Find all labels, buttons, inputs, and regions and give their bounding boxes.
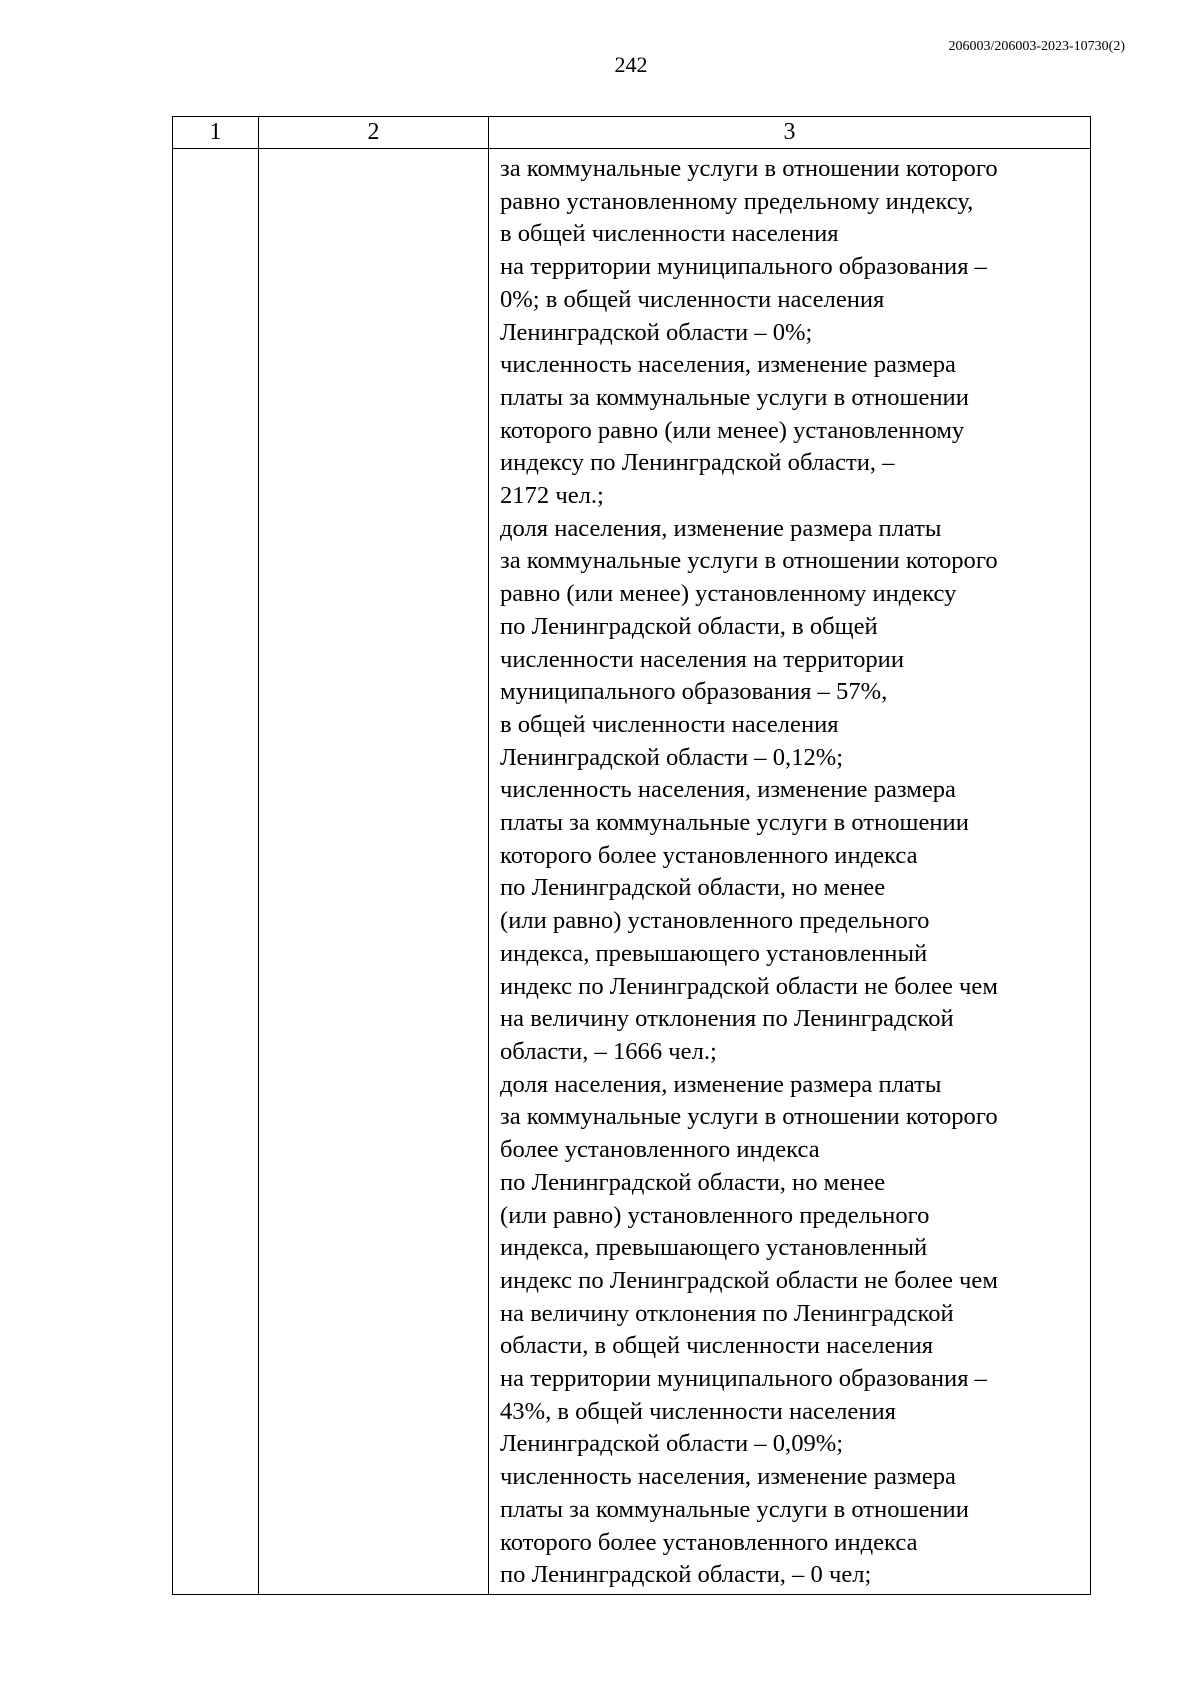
text-line: индекса, превышающего установленный (500, 939, 928, 967)
text-line: Ленинградской области – 0%; (500, 318, 813, 346)
column-header-3: 3 (489, 117, 1091, 149)
text-line: платы за коммунальные услуги в отношении (500, 809, 969, 837)
document-id: 206003/206003-2023-10730(2) (948, 39, 1125, 54)
cell-col2 (259, 149, 489, 1595)
text-line: в общей численности населения (500, 710, 839, 738)
text-line: индекс по Ленинградской области не более чем (500, 972, 998, 1000)
text-line: по Ленинградской области, но менее (500, 874, 886, 902)
text-line: индекса, превышающего установленный (500, 1234, 928, 1262)
column-header-1: 1 (173, 117, 259, 149)
text-line: которого более установленного индекса (500, 1528, 918, 1556)
table-row (173, 149, 1091, 1595)
page-number: 242 (614, 52, 648, 77)
text-line: за коммунальные услуги в отношении которого (500, 547, 998, 575)
text-line: на территории муниципального образования – (500, 253, 987, 281)
text-line: области, – 1666 чел.; (500, 1037, 717, 1065)
text-line: по Ленинградской области, в общей (500, 612, 878, 640)
text-line: в общей численности населения (500, 220, 839, 248)
text-line: за коммунальные услуги в отношении которого (500, 1103, 998, 1131)
text-line: доля населения, изменение размера платы (500, 1070, 942, 1098)
text-line: по Ленинградской области, – 0 чел; (500, 1561, 872, 1589)
text-line: равно (или менее) установленному индексу (500, 580, 957, 608)
text-line: на величину отклонения по Ленинградской (500, 1005, 954, 1033)
text-line: которого более установленного индекса (500, 841, 918, 869)
text-line: численность населения, изменение размера (500, 351, 956, 379)
text-line: (или равно) установленного предельного (500, 1201, 930, 1229)
text-line: численность населения, изменение размера (500, 776, 956, 804)
text-line: муниципального образования – 57%, (500, 678, 888, 706)
text-line: более установленного индекса (500, 1136, 820, 1164)
text-line: 0%; в общей численности населения (500, 285, 885, 313)
text-line: индексу по Ленинградской области, – (500, 449, 895, 477)
column-header-2: 2 (259, 117, 489, 149)
cell-col3-text (489, 149, 1090, 1594)
text-line: платы за коммунальные услуги в отношении (500, 1495, 969, 1523)
text-line: по Ленинградской области, но менее (500, 1168, 886, 1196)
text-line: индекс по Ленинградской области не более чем (500, 1266, 998, 1294)
text-line: 2172 чел.; (500, 482, 604, 510)
document-table (172, 116, 1091, 1595)
text-line: 43%, в общей численности населения (500, 1397, 896, 1425)
cell-col1 (173, 149, 259, 1595)
text-line: доля населения, изменение размера платы (500, 514, 942, 542)
text-line: численность населения, изменение размера (500, 1463, 956, 1491)
table-header-row (173, 117, 1091, 149)
text-line: равно установленному предельному индексу, (500, 187, 974, 215)
text-line: которого равно (или менее) установленному (500, 416, 965, 444)
text-line: численности населения на территории (500, 645, 905, 673)
text-line: на величину отклонения по Ленинградской (500, 1299, 954, 1327)
text-line: за коммунальные услуги в отношении которого (500, 155, 998, 182)
text-line: (или равно) установленного предельного (500, 907, 930, 935)
text-line: области, в общей численности населения (500, 1332, 934, 1360)
cell-col3 (489, 149, 1091, 1595)
text-line: платы за коммунальные услуги в отношении (500, 383, 969, 411)
text-line: Ленинградской области – 0,12%; (500, 743, 844, 771)
text-line: Ленинградской области – 0,09%; (500, 1430, 844, 1458)
text-line: на территории муниципального образования – (500, 1365, 987, 1393)
